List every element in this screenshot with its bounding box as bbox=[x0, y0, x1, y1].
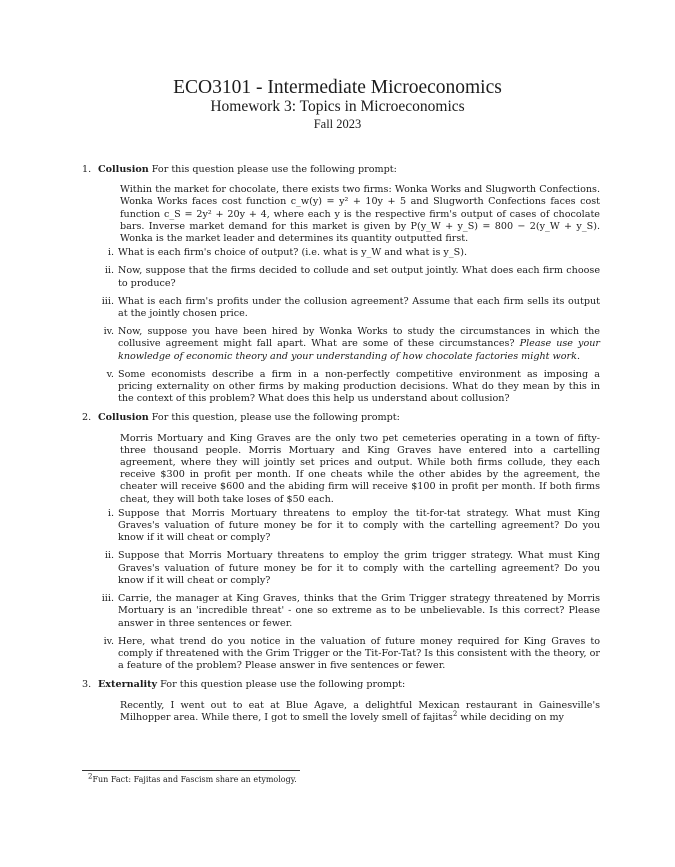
subquestion-number: iii. bbox=[101, 295, 114, 307]
question-prompt bbox=[120, 700, 600, 724]
question-intro: For this question please use the following prompt: bbox=[160, 679, 406, 691]
subquestion-text: Some economists describe a firm in a non-perfectly competitive environment as imposing a pricing externality on other firms by making production decisions. What do they mean by this in the context of this problem? What does this help us understand about collusion? bbox=[118, 368, 600, 405]
subquestion bbox=[98, 296, 600, 320]
subquestion-text: Now, suppose that the firms decided to collude and set output jointly. What does each firm choose to produce? bbox=[118, 265, 600, 289]
question-prompt: Morris Mortuary and King Graves are the only two pet cemeteries operating in a town of fifty-three thousand people. Morris Mortuary and King Graves have entered into a cartelling agreement, where they will jointly set prices and output. While both firms collude, they each receive $300 in profit per month. If one cheats while the other abides by the agreement, the cheater will receive $600 and the abiding firm will receive $100 in profit per month. If both firms cheat, they will both take loses of $50 each. bbox=[120, 432, 600, 505]
subquestion-emphasis: Please use your knowledge of economic theory and your understanding of how chocolate factories might work. bbox=[118, 338, 600, 362]
question-prompt: Within the market for chocolate, there exists two firms: Wonka Works and Slugworth Confections. Wonka Works faces cost function c_w(y) = y² + 10y + 5 and Slugworth Confections faces cost function c_S = 2y² + 20y + 4, where each y is the respective firm's output of cases of chocolate bars. Inverse market demand for this market is given by P(y_W + y_S) = 800 − 2(y_W + y_S). Wonka is the market leader and determines its quantity outputted first. bbox=[120, 184, 600, 245]
question-3 bbox=[82, 679, 600, 724]
subquestion-text: Suppose that Morris Mortuary threatens to employ the tit-for-tat strategy. What must King Graves's valuation of future money be for it to comply with the cartelling agreement? Do you know if it will cheat or comply? bbox=[118, 507, 600, 544]
question-number: 2. bbox=[82, 412, 92, 424]
footnote-ref: 2 bbox=[452, 709, 458, 718]
subquestion-text: Now, suppose you have been hired by Wonka Works to study the circumstances in which the collusive agreement might fall apart. What are some of these circumstances? bbox=[118, 326, 600, 350]
subquestion bbox=[98, 593, 600, 630]
footnote-rule bbox=[82, 770, 300, 771]
subquestion bbox=[98, 265, 600, 289]
subquestion-text: What is each firm's profits under the collusion agreement? Assume that each firm sells its output at the jointly chosen price. bbox=[118, 295, 600, 320]
subquestion-number: iii. bbox=[101, 593, 114, 605]
subquestion-number: iv. bbox=[103, 635, 114, 647]
subquestion-number: v. bbox=[106, 368, 114, 380]
footnote-text: Fun Fact: Fajitas and Fascism share an etymology. bbox=[92, 775, 297, 784]
subquestion-number: i. bbox=[107, 507, 114, 519]
footnote bbox=[88, 772, 297, 785]
subquestion-number: ii. bbox=[104, 550, 114, 562]
subquestion-number: iv. bbox=[103, 326, 114, 338]
subquestion-number: ii. bbox=[104, 265, 114, 277]
subquestion bbox=[98, 550, 600, 587]
question-number: 1. bbox=[82, 164, 92, 175]
homework-subtitle: Homework 3: Topics in Microeconomics bbox=[210, 98, 465, 115]
subquestion bbox=[98, 247, 600, 259]
footnote-mark: 2 bbox=[88, 772, 93, 781]
question-list bbox=[82, 164, 600, 731]
subquestion bbox=[98, 326, 600, 363]
question-intro: For this question please use the following prompt: bbox=[151, 164, 397, 175]
question-2 bbox=[82, 412, 600, 672]
question-title: Externality bbox=[98, 679, 158, 691]
prompt-text: Recently, I went out to eat at Blue Agave, a delightful Mexican restaurant in Gainesville's Milhopper area. While there, I got to smell the lovely smell of fajitas bbox=[120, 699, 600, 723]
question-1 bbox=[82, 164, 600, 405]
subquestion-text: Here, what trend do you notice in the valuation of future money required for King Graves to comply if threatened with the Grim Trigger or the Tit-For-Tat? Is this consistent with the theory, or a feature of the problem? Please answer in five sentences or fewer. bbox=[118, 635, 600, 672]
course-title: ECO3101 - Intermediate Microeconomics bbox=[173, 77, 502, 98]
question-number: 3. bbox=[82, 679, 92, 691]
subquestion-number: i. bbox=[107, 247, 114, 259]
subquestion-text: What is each firm's choice of output? (i.e. what is y_W and what is y_S). bbox=[118, 247, 467, 259]
subquestion-text: Suppose that Morris Mortuary threatens to employ the grim trigger strategy. What must King Graves's valuation of future money be for it to comply with the cartelling agreement? Do you know if it will cheat or comply? bbox=[118, 550, 600, 586]
subquestion bbox=[98, 369, 600, 406]
prompt-text-cont: while deciding on my bbox=[457, 711, 564, 723]
subquestion-text: Carrie, the manager at King Graves, thinks that the Grim Trigger strategy threatened by Morris Mortuary is an 'incredible threat' - one so extreme as to be unbelievable. Is this correct? Please answer in three sentences or fewer. bbox=[118, 593, 600, 629]
question-intro: For this question, please use the following prompt: bbox=[151, 412, 400, 424]
question-title: Collusion bbox=[98, 164, 149, 175]
subquestion bbox=[98, 508, 600, 545]
question-title: Collusion bbox=[98, 412, 149, 424]
subquestion bbox=[98, 636, 600, 673]
term-label: Fall 2023 bbox=[313, 117, 362, 131]
